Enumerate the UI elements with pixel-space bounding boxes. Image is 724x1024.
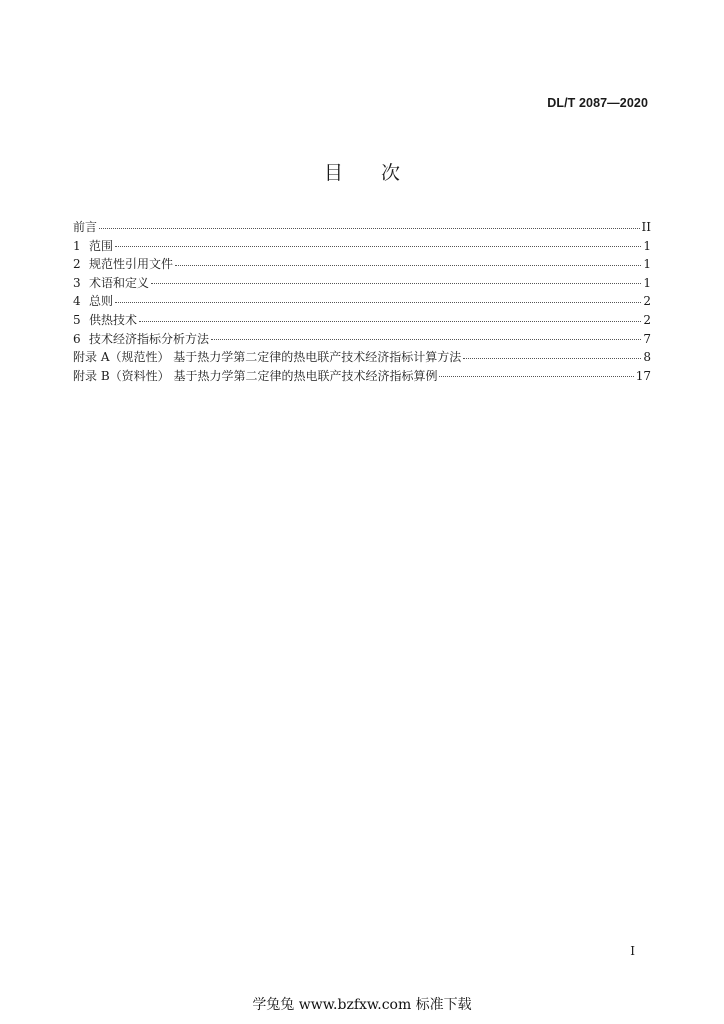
toc-entry[interactable] [73,330,651,349]
toc-entry-number: 4 [73,294,81,309]
toc-entry-number: 2 [73,257,81,272]
toc-entry-label: 规范性引用文件 [89,257,174,272]
toc-leader-dots [211,339,641,340]
toc-entry-page: 1 [643,275,651,290]
toc-entry-label: 总则 [89,294,114,309]
toc-entry-label: 附录 A（规范性） 基于热力学第二定律的热电联产技术经济指标计算方法 [73,350,462,365]
toc-leader-dots [139,321,641,322]
toc-leader-dots [99,228,640,229]
toc-title: 目次 [323,162,438,184]
toc-entry-number: 6 [73,331,81,346]
toc-list [73,218,651,385]
toc-entry-page: 17 [635,368,651,383]
toc-entry[interactable] [73,274,651,293]
toc-entry-page: 1 [643,238,651,253]
toc-entry-page: II [641,220,651,234]
toc-entry[interactable] [73,292,651,311]
toc-entry-page: 1 [643,257,651,272]
toc-entry-number: 1 [73,238,81,253]
footer-watermark: 学兔兔 www.bzfxw.com 标准下载 [252,997,472,1013]
toc-leader-dots [175,265,641,266]
toc-entry[interactable] [73,218,651,237]
toc-entry-page: 7 [643,331,651,346]
toc-entry-page: 2 [643,294,651,309]
toc-entry-page: 2 [643,312,651,327]
toc-entry[interactable] [73,311,651,330]
page-number: I [630,944,635,958]
toc-leader-dots [115,246,641,247]
toc-leader-dots [439,376,633,377]
standard-code: DL/T 2087—2020 [547,96,648,110]
toc-entry-appendix-a[interactable] [73,348,651,367]
toc-entry-number: 3 [73,275,81,290]
toc-entry-appendix-b[interactable] [73,367,651,386]
toc-leader-dots [151,283,641,284]
toc-entry-label: 范围 [89,238,114,253]
toc-entry-label: 术语和定义 [89,275,150,290]
toc-entry-label: 供热技术 [89,312,138,327]
toc-entry-number: 5 [73,312,81,327]
toc-entry-label: 附录 B（资料性） 基于热力学第二定律的热电联产技术经济指标算例 [73,368,438,383]
toc-entry-page: 8 [643,350,651,365]
toc-entry[interactable] [73,237,651,256]
toc-leader-dots [115,302,641,303]
toc-entry-label: 技术经济指标分析方法 [89,331,210,346]
toc-entry[interactable] [73,255,651,274]
toc-leader-dots [463,358,641,359]
toc-entry-label: 前言 [73,220,98,234]
